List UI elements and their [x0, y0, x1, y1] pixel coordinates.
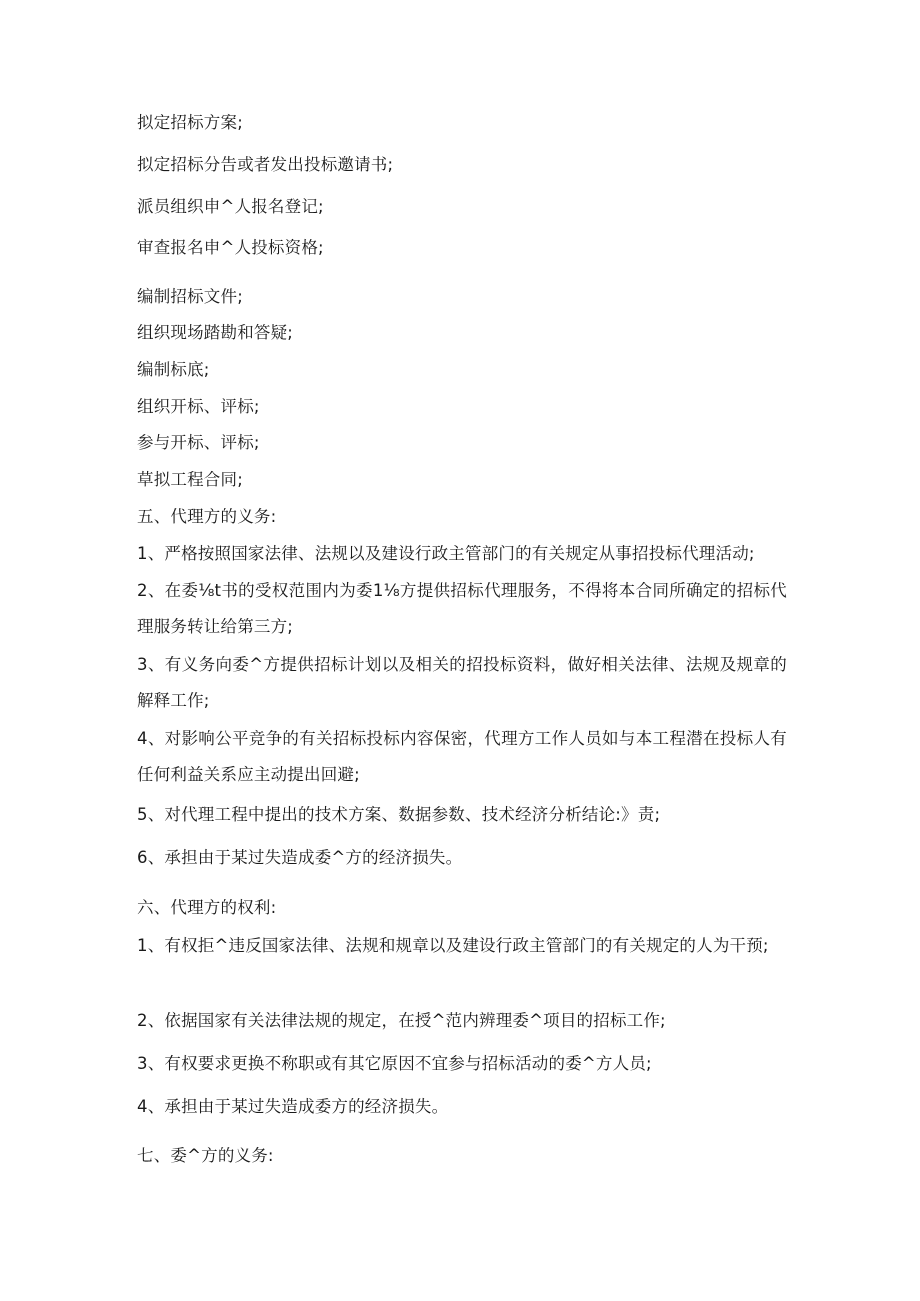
section-heading: 六、代理方的权利: [137, 898, 277, 917]
section-heading: 七、委^方的义务: [137, 1146, 274, 1165]
text-line: 组织开标、评标; [137, 397, 260, 416]
text-line: 1、严格按照国家法律、法规以及建设行政主管部门的有关规定从事招投标代理活动; [137, 544, 755, 563]
text-line: 编制招标文件; [137, 287, 243, 306]
text-paragraph: 1、有权拒^违反国家法律、法规和规章以及建设行政主管部门的有关规定的人为干预; [137, 936, 769, 955]
section-heading: 五、代理方的义务: [137, 507, 277, 526]
text-line: 派员组织申^人报名登记; [137, 197, 324, 216]
text-line: 参与开标、评标; [137, 433, 260, 452]
text-line: 3、有权要求更换不称职或有其它原因不宜参与招标活动的委^方人员; [137, 1054, 652, 1073]
text-line: 拟定招标分告或者发出投标邀请书; [137, 155, 394, 174]
text-line: 审查报名申^人投标资格; [137, 238, 324, 257]
text-paragraph: 3、有义务向委^方提供招标计划以及相关的招投标资料，做好相关法律、法规及规章的解释工作; [137, 655, 787, 710]
text-line: 编制标底; [137, 360, 210, 379]
text-paragraph: 4、对影响公平竞争的有关招标投标内容保密，代理方工作人员如与本工程潜在投标人有任何利益关系应主动提出回避; [137, 729, 787, 784]
text-line: 5、对代理工程中提出的技术方案、数据参数、技术经济分析结论:》责; [137, 805, 661, 824]
text-line: 6、承担由于某过失造成委^方的经济损失。 [137, 848, 463, 867]
text-line: 草拟工程合同; [137, 470, 243, 489]
text-line: 2、依据国家有关法律法规的规定，在授^范内辨理委^项目的招标工作; [137, 1011, 666, 1030]
text-line: 4、承担由于某过失造成委方的经济损失。 [137, 1097, 449, 1116]
text-paragraph: 2、在委⅛t书的受权范围内为委1⅛方提供招标代理服务，不得将本合同所确定的招标代理服务转让给第三方; [137, 581, 787, 636]
text-line: 拟定招标方案; [137, 113, 243, 132]
text-line: 组织现场踏勘和答疑; [137, 323, 294, 342]
